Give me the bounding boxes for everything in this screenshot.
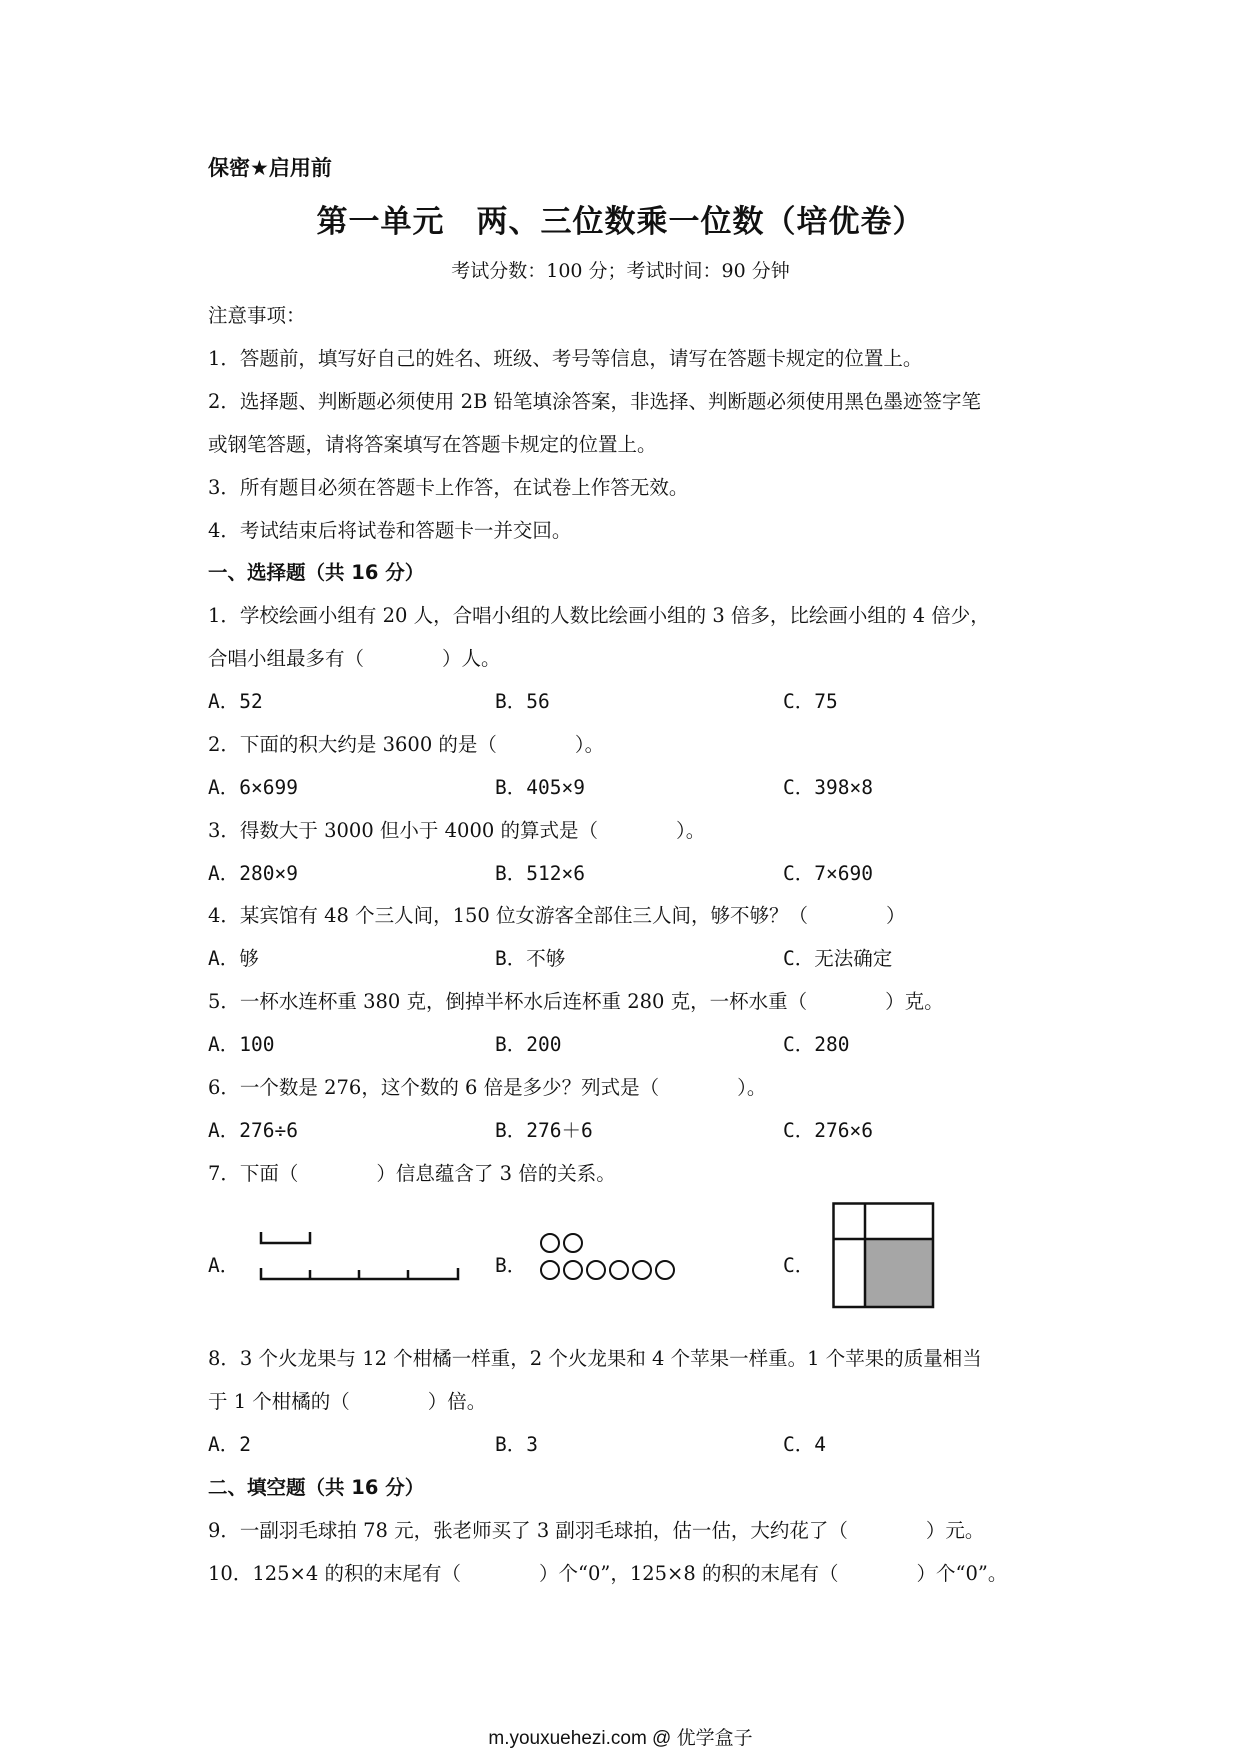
notice-item: 1．答题前，填写好自己的姓名、班级、考号等信息，请写在答题卡规定的位置上。 bbox=[208, 347, 923, 370]
exam-info: 考试分数：100 分；考试时间：90 分钟 bbox=[451, 260, 790, 282]
q8-option-c: C．4 bbox=[783, 1433, 826, 1456]
q5-option-c: C．280 bbox=[783, 1033, 850, 1056]
question-9: 9．一副羽毛球拍 78 元，张老师买了 3 副羽毛球拍，估一估，大约花了（ ）元。 bbox=[208, 1519, 985, 1542]
q7-option-a: A． bbox=[208, 1254, 240, 1277]
section-heading-choice: 一、选择题（共 16 分） bbox=[208, 561, 425, 584]
notice-item: 或钢笔答题，请将答案填写在答题卡规定的位置上。 bbox=[208, 433, 657, 456]
question-6: 6．一个数是 276，这个数的 6 倍是多少？列式是（ ）。 bbox=[208, 1076, 767, 1099]
q7-option-b: B． bbox=[495, 1254, 527, 1277]
notice-item: 3．所有题目必须在答题卡上作答，在试卷上作答无效。 bbox=[208, 476, 689, 499]
question-8: 8．3 个火龙果与 12 个柑橘一样重，2 个火龙果和 4 个苹果一样重。1 个苹果的质量相当 bbox=[208, 1347, 982, 1370]
confidential-label: 保密★启用前 bbox=[208, 156, 332, 180]
q6-option-c: C．276×6 bbox=[783, 1119, 873, 1142]
q1-option-a: A．52 bbox=[208, 690, 263, 713]
q2-option-c: C．398×8 bbox=[783, 776, 873, 799]
page-title: 第一单元 两、三位数乘一位数（培优卷） bbox=[316, 204, 925, 240]
question-5: 5．一杯水连杯重 380 克，倒掉半杯水后连杯重 280 克，一杯水重（ ）克。 bbox=[208, 990, 944, 1013]
q4-option-c: C．无法确定 bbox=[783, 947, 893, 970]
q3-option-a: A．280×9 bbox=[208, 862, 298, 885]
q3-option-c: C．7×690 bbox=[783, 862, 873, 885]
q6-option-a: A．276÷6 bbox=[208, 1119, 298, 1142]
footer-watermark[interactable]: m.youxuehezi.com @ 优学盒子 bbox=[488, 1728, 753, 1749]
q7-figure-b-circles bbox=[539, 1232, 689, 1282]
section-heading-fill: 二、填空题（共 16 分） bbox=[208, 1476, 425, 1499]
question-2: 2．下面的积大约是 3600 的是（ ）。 bbox=[208, 733, 605, 756]
question-7: 7．下面（ ）信息蕴含了 3 倍的关系。 bbox=[208, 1162, 616, 1185]
question-4: 4．某宾馆有 48 个三人间，150 位女游客全部住三人间，够不够？（ ） bbox=[208, 904, 906, 927]
q2-option-b: B．405×9 bbox=[495, 776, 585, 799]
question-1-cont: 合唱小组最多有（ ）人。 bbox=[208, 647, 501, 670]
q8-option-a: A．2 bbox=[208, 1433, 251, 1456]
question-8-cont: 于 1 个柑橘的（ ）倍。 bbox=[208, 1390, 487, 1413]
q5-option-a: A．100 bbox=[208, 1033, 275, 1056]
q6-option-b: B．276＋6 bbox=[495, 1119, 593, 1142]
question-10: 10．125×4 的积的末尾有（ ）个“0”，125×8 的积的末尾有（ ）个“0”。 bbox=[208, 1562, 1008, 1585]
q4-option-b: B．不够 bbox=[495, 947, 566, 970]
q7-figure-c-squares bbox=[832, 1202, 936, 1310]
q7-figure-a-segments bbox=[258, 1230, 468, 1280]
q5-option-b: B．200 bbox=[495, 1033, 562, 1056]
q1-option-c: C．75 bbox=[783, 690, 838, 713]
question-1: 1．学校绘画小组有 20 人，合唱小组的人数比绘画小组的 3 倍多，比绘画小组的 4 倍少， bbox=[208, 604, 990, 627]
notice-item: 4．考试结束后将试卷和答题卡一并交回。 bbox=[208, 519, 572, 542]
q8-option-b: B．3 bbox=[495, 1433, 538, 1456]
q4-option-a: A．够 bbox=[208, 947, 259, 970]
notice-item: 2．选择题、判断题必须使用 2B 铅笔填涂答案，非选择、判断题必须使用黑色墨迹签字笔 bbox=[208, 390, 982, 413]
notice-heading: 注意事项： bbox=[208, 304, 306, 327]
q1-option-b: B．56 bbox=[495, 690, 550, 713]
question-3: 3．得数大于 3000 但小于 4000 的算式是（ ）。 bbox=[208, 819, 706, 842]
q3-option-b: B．512×6 bbox=[495, 862, 585, 885]
q2-option-a: A．6×699 bbox=[208, 776, 298, 799]
q7-option-c: C． bbox=[783, 1254, 815, 1277]
